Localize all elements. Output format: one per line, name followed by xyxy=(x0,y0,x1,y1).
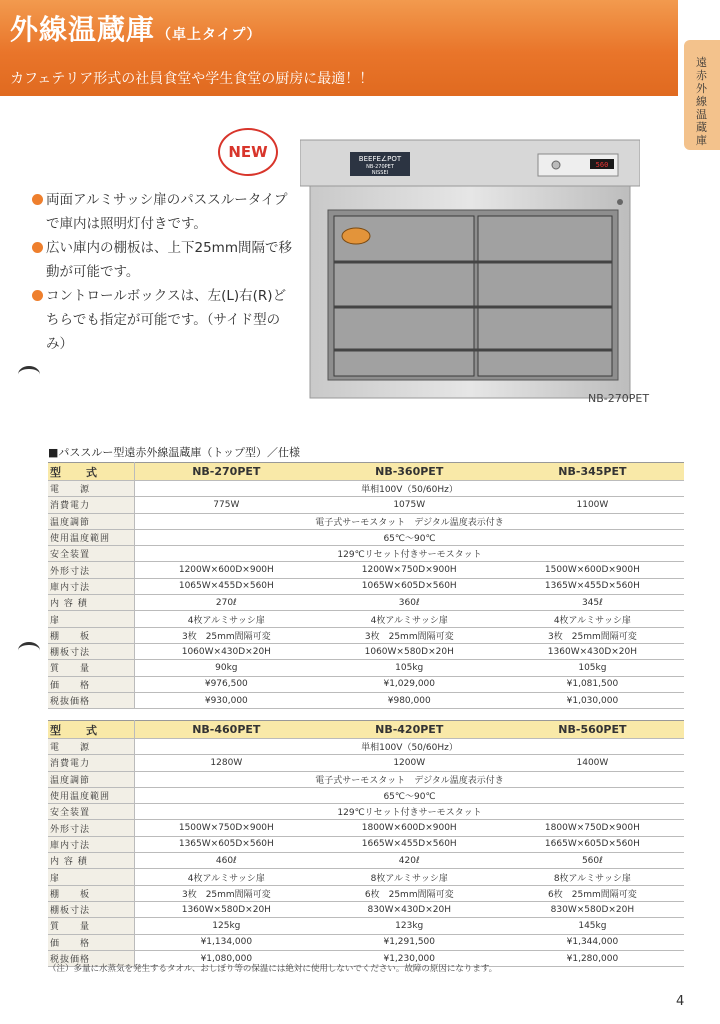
table-cell: 4枚アルミサッシ扉 xyxy=(135,869,318,885)
row-label: 外形寸法 xyxy=(48,562,135,578)
bullet-dot-icon xyxy=(32,290,43,301)
row-label: 税抜価格 xyxy=(48,950,135,966)
row-label: 安全装置 xyxy=(48,804,135,820)
product-model-label: NB-270PET xyxy=(366,164,394,170)
table-cell: ¥1,344,000 xyxy=(501,934,684,950)
page-title: 外線温蔵庫 （卓上タイプ） xyxy=(10,13,262,46)
table-cell: 電子式サーモスタット デジタル温度表示付き xyxy=(135,513,685,529)
table-row xyxy=(48,513,684,529)
row-label: 棚板寸法 xyxy=(48,643,135,659)
table-cell: 3枚 25mm間隔可変 xyxy=(318,627,501,643)
table-cell: 1360W×430D×20H xyxy=(501,643,684,659)
table-row xyxy=(48,497,684,513)
table-cell: 1200W×600D×900H xyxy=(135,562,318,578)
row-label: 使用温度範囲 xyxy=(48,529,135,545)
table-cell: 145kg xyxy=(501,918,684,934)
row-label: 質 量 xyxy=(48,660,135,676)
table-cell: 1365W×455D×560H xyxy=(501,578,684,594)
table-row xyxy=(48,853,684,869)
table-cell: ¥1,030,000 xyxy=(501,692,684,708)
row-label: 内 容 積 xyxy=(48,853,135,869)
table-cell: 1400W xyxy=(501,755,684,771)
table-cell: 6枚 25mm間隔可変 xyxy=(318,885,501,901)
table-cell: 1060W×580D×20H xyxy=(318,643,501,659)
table-row xyxy=(48,463,684,481)
product-image xyxy=(300,132,640,402)
table-cell: ¥1,080,000 xyxy=(135,950,318,966)
row-label: 消費電力 xyxy=(48,755,135,771)
temperature-display: 560 xyxy=(595,161,609,169)
table-cell: 3枚 25mm間隔可変 xyxy=(135,885,318,901)
table-cell: 1200W xyxy=(318,755,501,771)
table-cell: 460ℓ xyxy=(135,853,318,869)
bullet-dot-icon xyxy=(32,194,43,205)
row-label: 庫内寸法 xyxy=(48,836,135,852)
model-header: NB-420PET xyxy=(318,721,501,739)
bullet-dot-icon xyxy=(32,242,43,253)
table-cell: 1065W×605D×560H xyxy=(318,578,501,594)
table-cell: 125kg xyxy=(135,918,318,934)
table-cell: 6枚 25mm間隔可変 xyxy=(501,885,684,901)
table-row xyxy=(48,578,684,594)
table-cell: ¥1,291,500 xyxy=(318,934,501,950)
row-label: 温度調節 xyxy=(48,513,135,529)
page-curl-mark xyxy=(18,642,40,659)
table-cell: ¥980,000 xyxy=(318,692,501,708)
table-cell: 830W×580D×20H xyxy=(501,901,684,917)
row-label: 内 容 積 xyxy=(48,595,135,611)
table-row xyxy=(48,739,684,755)
table-cell: 65℃〜90℃ xyxy=(135,787,685,803)
table-cell: 1200W×750D×900H xyxy=(318,562,501,578)
table-cell: 560ℓ xyxy=(501,853,684,869)
row-label: 棚 板 xyxy=(48,627,135,643)
table-row xyxy=(48,660,684,676)
model-header: NB-360PET xyxy=(318,463,501,481)
row-label: 安全装置 xyxy=(48,546,135,562)
table-cell: 360ℓ xyxy=(318,595,501,611)
product-caption: NB-270PET xyxy=(588,392,650,405)
table-cell: 830W×430D×20H xyxy=(318,901,501,917)
table-row xyxy=(48,546,684,562)
table-cell: 1365W×605D×560H xyxy=(135,836,318,852)
table-cell: ¥976,500 xyxy=(135,676,318,692)
row-label: 電 源 xyxy=(48,739,135,755)
table-row xyxy=(48,804,684,820)
page-title-sub: （卓上タイプ） xyxy=(157,27,262,43)
table-cell: 単相100V（50/60Hz） xyxy=(135,739,685,755)
table-row xyxy=(48,562,684,578)
page-number: 4 xyxy=(676,994,685,1009)
table-cell: 1665W×455D×560H xyxy=(318,836,501,852)
table-row xyxy=(48,643,684,659)
table-cell: 1800W×600D×900H xyxy=(318,820,501,836)
feature-item: コントロールボックスは、左(L)右(R)どちらでも指定が可能です。（サイド型のみ） xyxy=(32,284,292,356)
new-badge: NEW xyxy=(218,128,278,176)
row-label: 型 式 xyxy=(48,463,135,481)
row-label: 温度調節 xyxy=(48,771,135,787)
feature-list xyxy=(32,188,292,356)
table-cell: 105kg xyxy=(501,660,684,676)
table-cell: 65℃〜90℃ xyxy=(135,529,685,545)
spec-table-2 xyxy=(48,720,684,967)
table-cell: ¥930,000 xyxy=(135,692,318,708)
feature-item: 広い庫内の棚板は、上下25mm間隔で移動が可能です。 xyxy=(32,236,292,284)
table-cell: ¥1,134,000 xyxy=(135,934,318,950)
table-cell: 105kg xyxy=(318,660,501,676)
table-row xyxy=(48,820,684,836)
table-row xyxy=(48,529,684,545)
table-row xyxy=(48,595,684,611)
table-row xyxy=(48,481,684,497)
footnote: （注）多量に水蒸気を発生するタオル、おしぼり等の保温には絶対に使用しないでください。故障の原因になります。 xyxy=(48,964,498,974)
table-cell: 123kg xyxy=(318,918,501,934)
table-row xyxy=(48,771,684,787)
row-label: 外形寸法 xyxy=(48,820,135,836)
row-label: 質 量 xyxy=(48,918,135,934)
table-row xyxy=(48,869,684,885)
table-row xyxy=(48,787,684,803)
spec-table-1 xyxy=(48,462,684,709)
table-cell: 420ℓ xyxy=(318,853,501,869)
table-row xyxy=(48,901,684,917)
row-label: 扉 xyxy=(48,611,135,627)
table-cell: ¥1,029,000 xyxy=(318,676,501,692)
row-label: 使用温度範囲 xyxy=(48,787,135,803)
table-cell: 8枚アルミサッシ扉 xyxy=(501,869,684,885)
table-cell: 1500W×600D×900H xyxy=(501,562,684,578)
side-index-tab[interactable] xyxy=(684,40,720,150)
table-cell: 345ℓ xyxy=(501,595,684,611)
table-cell: 3枚 25mm間隔可変 xyxy=(135,627,318,643)
table-cell: 4枚アルミサッシ扉 xyxy=(501,611,684,627)
table-cell: 単相100V（50/60Hz） xyxy=(135,481,685,497)
table-cell: 270ℓ xyxy=(135,595,318,611)
table-cell: 129℃リセット付きサーモスタット xyxy=(135,546,685,562)
table-row xyxy=(48,934,684,950)
table-cell: 90kg xyxy=(135,660,318,676)
page-header xyxy=(0,0,678,96)
spec-table-title: ■パススルー型遠赤外線温蔵庫（トップ型）／仕様 xyxy=(48,446,301,459)
model-header: NB-460PET xyxy=(135,721,318,739)
table-cell: ¥1,081,500 xyxy=(501,676,684,692)
table-cell: 1065W×455D×560H xyxy=(135,578,318,594)
product-brand: NISSEI xyxy=(371,170,389,176)
feature-item: 両面アルミサッシ扉のパススルータイプで庫内は照明灯付きです。 xyxy=(32,188,292,236)
row-label: 棚 板 xyxy=(48,885,135,901)
product-logo: BEEFE∠POT xyxy=(358,155,402,163)
table-cell: ¥1,230,000 xyxy=(318,950,501,966)
row-label: 棚板寸法 xyxy=(48,901,135,917)
table-cell: 4枚アルミサッシ扉 xyxy=(135,611,318,627)
table-cell: 電子式サーモスタット デジタル温度表示付き xyxy=(135,771,685,787)
row-label: 価 格 xyxy=(48,934,135,950)
table-row xyxy=(48,676,684,692)
side-tab-label: 遠赤外線温蔵庫 xyxy=(696,56,707,147)
table-cell: 1060W×430D×20H xyxy=(135,643,318,659)
table-cell: 1500W×750D×900H xyxy=(135,820,318,836)
model-header: NB-345PET xyxy=(501,463,684,481)
row-label: 扉 xyxy=(48,869,135,885)
table-row xyxy=(48,611,684,627)
table-row xyxy=(48,755,684,771)
table-row xyxy=(48,836,684,852)
table-row xyxy=(48,627,684,643)
table-cell: ¥1,280,000 xyxy=(501,950,684,966)
table-row xyxy=(48,885,684,901)
row-label: 価 格 xyxy=(48,676,135,692)
table-cell: 1800W×750D×900H xyxy=(501,820,684,836)
table-row xyxy=(48,692,684,708)
table-row xyxy=(48,918,684,934)
table-cell: 1665W×605D×560H xyxy=(501,836,684,852)
table-row xyxy=(48,721,684,739)
table-cell: 1075W xyxy=(318,497,501,513)
table-cell: 3枚 25mm間隔可変 xyxy=(501,627,684,643)
row-label: 消費電力 xyxy=(48,497,135,513)
page-curl-mark xyxy=(18,366,40,383)
page-subtitle: カフェテリア形式の社員食堂や学生食堂の厨房に最適！！ xyxy=(10,71,374,87)
row-label: 庫内寸法 xyxy=(48,578,135,594)
table-cell: 8枚アルミサッシ扉 xyxy=(318,869,501,885)
model-header: NB-270PET xyxy=(135,463,318,481)
table-cell: 1360W×580D×20H xyxy=(135,901,318,917)
table-cell: 4枚アルミサッシ扉 xyxy=(318,611,501,627)
row-label: 型 式 xyxy=(48,721,135,739)
row-label: 電 源 xyxy=(48,481,135,497)
table-cell: 1100W xyxy=(501,497,684,513)
table-cell: 129℃リセット付きサーモスタット xyxy=(135,804,685,820)
table-cell: 1280W xyxy=(135,755,318,771)
model-header: NB-560PET xyxy=(501,721,684,739)
table-cell: 775W xyxy=(135,497,318,513)
row-label: 税抜価格 xyxy=(48,692,135,708)
